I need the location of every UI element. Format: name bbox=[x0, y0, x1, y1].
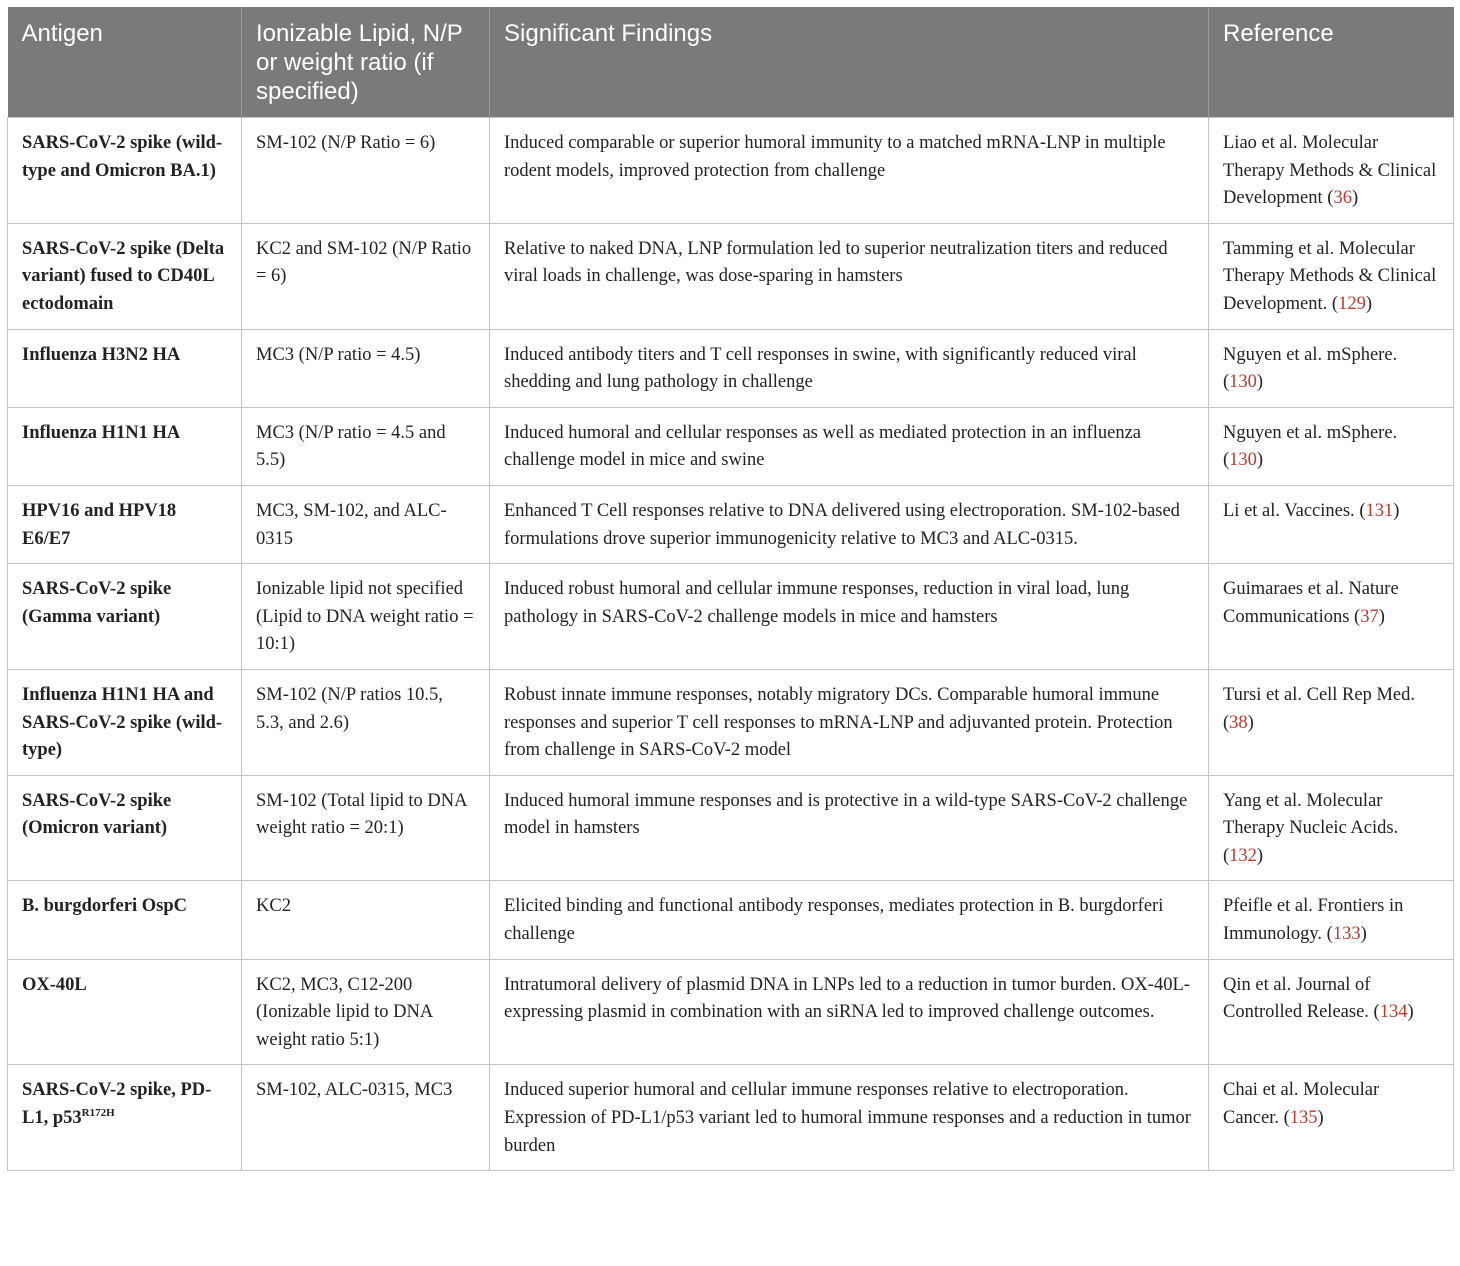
header-reference: Reference bbox=[1209, 7, 1454, 118]
reference-cell: Nguyen et al. mSphere. (130) bbox=[1209, 329, 1454, 407]
reference-text: Pfeifle et al. Frontiers in Immunology. bbox=[1223, 896, 1404, 945]
table-row bbox=[8, 775, 1454, 881]
reference-cell: Tursi et al. Cell Rep Med. (38) bbox=[1209, 669, 1454, 775]
header-antigen: Antigen bbox=[8, 7, 242, 118]
reference-cell: Guimaraes et al. Nature Communications (37) bbox=[1209, 564, 1454, 670]
lipid-cell: MC3 (N/P ratio = 4.5 and 5.5) bbox=[242, 407, 490, 485]
findings-cell: Intratumoral delivery of plasmid DNA in LNPs led to a reduction in tumor burden. OX-40L-expressing plasmid in combination with an siRNA led to improved challenge outcomes. bbox=[490, 959, 1209, 1065]
antigen-cell: SARS-CoV-2 spike (wild-type and Omicron BA.1) bbox=[8, 118, 242, 224]
reference-text: Guimaraes et al. Nature Communications bbox=[1223, 579, 1399, 627]
lipid-cell: KC2, MC3, C12-200 (Ionizable lipid to DNA weight ratio 5:1) bbox=[242, 959, 490, 1065]
antigen-cell: Influenza H3N2 HA bbox=[8, 329, 242, 407]
lipid-cell: MC3, SM-102, and ALC-0315 bbox=[242, 485, 490, 563]
reference-text: Qin et al. Journal of Controlled Release. bbox=[1223, 974, 1371, 1023]
table-row bbox=[8, 564, 1454, 670]
antigen-superscript: R172H bbox=[81, 1106, 115, 1119]
reference-text: Tamming et al. Molecular Therapy Methods & Clinical Development. bbox=[1223, 238, 1437, 314]
reference-cell: Li et al. Vaccines. (131) bbox=[1209, 485, 1454, 563]
header-findings: Significant Findings bbox=[490, 7, 1209, 118]
table-row bbox=[8, 669, 1454, 775]
reference-text: Li et al. Vaccines. bbox=[1223, 500, 1355, 521]
antigen-cell: SARS-CoV-2 spike (Omicron variant) bbox=[8, 775, 242, 881]
table-body bbox=[8, 118, 1454, 1171]
reference-link[interactable]: 130 bbox=[1229, 372, 1257, 393]
table-row bbox=[8, 329, 1454, 407]
header-lipid: Ionizable Lipid, N/P or weight ratio (if specified) bbox=[242, 7, 490, 118]
header-row bbox=[8, 7, 1454, 118]
table-row bbox=[8, 485, 1454, 563]
findings-cell: Elicited binding and functional antibody responses, mediates protection in B. burgdorferi challenge bbox=[490, 881, 1209, 959]
table-row bbox=[8, 959, 1454, 1065]
antigen-text: SARS-CoV-2 spike, PD-L1, p53 bbox=[22, 1080, 212, 1129]
reference-link[interactable]: 38 bbox=[1229, 712, 1248, 733]
reference-cell: Nguyen et al. mSphere. (130) bbox=[1209, 407, 1454, 485]
reference-cell: Pfeifle et al. Frontiers in Immunology. (133) bbox=[1209, 881, 1454, 959]
reference-cell: Tamming et al. Molecular Therapy Methods & Clinical Development. (129) bbox=[1209, 223, 1454, 329]
reference-link[interactable]: 130 bbox=[1229, 450, 1257, 471]
reference-text: Nguyen et al. mSphere. bbox=[1223, 344, 1398, 365]
reference-text: Yang et al. Molecular Therapy Nucleic Acids. bbox=[1223, 790, 1399, 839]
reference-text: Nguyen et al. mSphere. bbox=[1223, 422, 1398, 443]
antigen-cell: OX-40L bbox=[8, 959, 242, 1065]
antigen-cell: SARS-CoV-2 spike (Delta variant) fused to CD40L ectodomain bbox=[8, 223, 242, 329]
table-row bbox=[8, 881, 1454, 959]
antigen-cell: HPV16 and HPV18 E6/E7 bbox=[8, 485, 242, 563]
reference-text: Liao et al. Molecular Therapy Methods & Clinical Development bbox=[1223, 133, 1437, 209]
lipid-cell: SM-102 (N/P ratios 10.5, 5.3, and 2.6) bbox=[242, 669, 490, 775]
reference-link[interactable]: 135 bbox=[1289, 1108, 1318, 1129]
reference-link[interactable]: 36 bbox=[1333, 188, 1352, 209]
findings-table bbox=[7, 7, 1454, 1171]
findings-cell: Robust innate immune responses, notably migratory DCs. Comparable humoral immune responses and superior T cell responses to mRNA-LNP and adjuvanted protein. Protection from challenge in SARS-CoV-2 model bbox=[490, 669, 1209, 775]
reference-cell: Liao et al. Molecular Therapy Methods & Clinical Development (36) bbox=[1209, 118, 1454, 224]
antigen-cell: B. burgdorferi OspC bbox=[8, 881, 242, 959]
antigen-cell: Influenza H1N1 HA and SARS-CoV-2 spike (wild-type) bbox=[8, 669, 242, 775]
reference-cell: Yang et al. Molecular Therapy Nucleic Acids. (132) bbox=[1209, 775, 1454, 881]
findings-cell: Induced robust humoral and cellular immune responses, reduction in viral load, lung pathology in SARS-CoV-2 challenge models in mice and hamsters bbox=[490, 564, 1209, 670]
table-row bbox=[8, 223, 1454, 329]
table-header bbox=[8, 7, 1454, 118]
reference-text: Chai et al. Molecular Cancer. bbox=[1223, 1080, 1380, 1129]
findings-cell: Induced comparable or superior humoral immunity to a matched mRNA-LNP in multiple rodent models, improved protection from challenge bbox=[490, 118, 1209, 224]
findings-cell: Induced antibody titers and T cell responses in swine, with significantly reduced viral shedding and lung pathology in challenge bbox=[490, 329, 1209, 407]
table-row bbox=[8, 1065, 1454, 1171]
findings-cell: Induced humoral and cellular responses as well as mediated protection in an influenza challenge model in mice and swine bbox=[490, 407, 1209, 485]
lipid-cell: Ionizable lipid not specified (Lipid to DNA weight ratio = 10:1) bbox=[242, 564, 490, 670]
reference-link[interactable]: 133 bbox=[1332, 924, 1361, 945]
reference-cell: Chai et al. Molecular Cancer. (135) bbox=[1209, 1065, 1454, 1171]
lipid-cell: SM-102 (Total lipid to DNA weight ratio = 20:1) bbox=[242, 775, 490, 881]
reference-link[interactable]: 134 bbox=[1379, 1002, 1408, 1023]
lipid-cell: KC2 bbox=[242, 881, 490, 959]
reference-link[interactable]: 129 bbox=[1338, 293, 1366, 314]
reference-link[interactable]: 37 bbox=[1360, 606, 1379, 627]
lipid-cell: KC2 and SM-102 (N/P Ratio = 6) bbox=[242, 223, 490, 329]
antigen-cell: SARS-CoV-2 spike (Gamma variant) bbox=[8, 564, 242, 670]
antigen-cell bbox=[8, 1065, 242, 1171]
table-row bbox=[8, 118, 1454, 224]
lipid-cell: SM-102 (N/P Ratio = 6) bbox=[242, 118, 490, 224]
lipid-cell: MC3 (N/P ratio = 4.5) bbox=[242, 329, 490, 407]
findings-cell: Relative to naked DNA, LNP formulation led to superior neutralization titers and reduced viral loads in challenge, was dose-sparing in hamsters bbox=[490, 223, 1209, 329]
reference-link[interactable]: 132 bbox=[1229, 845, 1257, 866]
table-container bbox=[7, 7, 1453, 1171]
findings-cell: Enhanced T Cell responses relative to DNA delivered using electroporation. SM-102-based formulations drove superior immunogenicity relative to MC3 and ALC-0315. bbox=[490, 485, 1209, 563]
antigen-cell: Influenza H1N1 HA bbox=[8, 407, 242, 485]
table-row bbox=[8, 407, 1454, 485]
findings-cell: Induced superior humoral and cellular immune responses relative to electroporation. Expression of PD-L1/p53 variant led to humoral immune responses and a reduction in tumor burden bbox=[490, 1065, 1209, 1171]
reference-cell: Qin et al. Journal of Controlled Release. (134) bbox=[1209, 959, 1454, 1065]
lipid-cell: SM-102, ALC-0315, MC3 bbox=[242, 1065, 490, 1171]
findings-cell: Induced humoral immune responses and is protective in a wild-type SARS-CoV-2 challenge model in hamsters bbox=[490, 775, 1209, 881]
reference-link[interactable]: 131 bbox=[1365, 500, 1394, 521]
reference-text: Tursi et al. Cell Rep Med. bbox=[1223, 684, 1416, 705]
